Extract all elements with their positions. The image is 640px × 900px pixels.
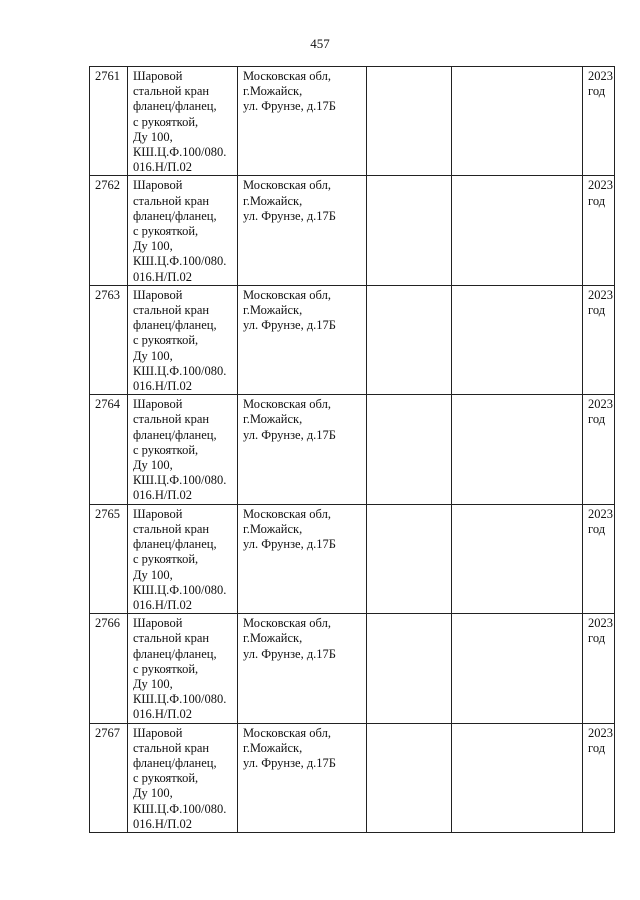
address-cell: Московская обл, г.Можайск, ул. Фрунзе, д.17Б [238, 504, 367, 613]
item-name-cell: Шаровой стальной кран фланец/фланец, с рукояткой, Ду 100, КШ.Ц.Ф.100/080. 016.Н/П.02 [128, 67, 238, 176]
item-name-cell: Шаровой стальной кран фланец/фланец, с рукояткой, Ду 100, КШ.Ц.Ф.100/080. 016.Н/П.02 [128, 614, 238, 723]
empty-cell [452, 723, 583, 832]
address-cell: Московская обл, г.Можайск, ул. Фрунзе, д.17Б [238, 395, 367, 504]
address-cell: Московская обл, г.Можайск, ул. Фрунзе, д.17Б [238, 285, 367, 394]
table-row [90, 285, 615, 394]
address-cell: Московская обл, г.Можайск, ул. Фрунзе, д.17Б [238, 176, 367, 285]
year-cell: 2023 год [583, 723, 615, 832]
table-row [90, 723, 615, 832]
empty-cell [452, 285, 583, 394]
empty-cell [452, 504, 583, 613]
table-row [90, 614, 615, 723]
year-cell: 2023 год [583, 285, 615, 394]
row-number-cell: 2767 [90, 723, 128, 832]
empty-cell [452, 176, 583, 285]
page-number: 457 [310, 36, 330, 51]
registry-table-body [90, 67, 615, 833]
empty-cell [367, 176, 452, 285]
row-number-cell: 2762 [90, 176, 128, 285]
item-name-cell: Шаровой стальной кран фланец/фланец, с рукояткой, Ду 100, КШ.Ц.Ф.100/080. 016.Н/П.02 [128, 723, 238, 832]
empty-cell [367, 395, 452, 504]
year-cell: 2023 год [583, 67, 615, 176]
address-cell: Московская обл, г.Можайск, ул. Фрунзе, д.17Б [238, 67, 367, 176]
address-cell: Московская обл, г.Можайск, ул. Фрунзе, д.17Б [238, 723, 367, 832]
empty-cell [367, 67, 452, 176]
item-name-cell: Шаровой стальной кран фланец/фланец, с рукояткой, Ду 100, КШ.Ц.Ф.100/080. 016.Н/П.02 [128, 176, 238, 285]
item-name-cell: Шаровой стальной кран фланец/фланец, с рукояткой, Ду 100, КШ.Ц.Ф.100/080. 016.Н/П.02 [128, 395, 238, 504]
table-row [90, 67, 615, 176]
row-number-cell: 2763 [90, 285, 128, 394]
empty-cell [367, 504, 452, 613]
year-cell: 2023 год [583, 614, 615, 723]
year-cell: 2023 год [583, 395, 615, 504]
table-row [90, 504, 615, 613]
year-cell: 2023 год [583, 176, 615, 285]
item-name-cell: Шаровой стальной кран фланец/фланец, с рукояткой, Ду 100, КШ.Ц.Ф.100/080. 016.Н/П.02 [128, 285, 238, 394]
table-row [90, 395, 615, 504]
empty-cell [452, 395, 583, 504]
empty-cell [367, 285, 452, 394]
row-number-cell: 2765 [90, 504, 128, 613]
year-cell: 2023 год [583, 504, 615, 613]
row-number-cell: 2761 [90, 67, 128, 176]
address-cell: Московская обл, г.Можайск, ул. Фрунзе, д.17Б [238, 614, 367, 723]
empty-cell [367, 723, 452, 832]
empty-cell [452, 67, 583, 176]
registry-table [89, 66, 615, 833]
item-name-cell: Шаровой стальной кран фланец/фланец, с рукояткой, Ду 100, КШ.Ц.Ф.100/080. 016.Н/П.02 [128, 504, 238, 613]
row-number-cell: 2766 [90, 614, 128, 723]
empty-cell [367, 614, 452, 723]
table-row [90, 176, 615, 285]
row-number-cell: 2764 [90, 395, 128, 504]
empty-cell [452, 614, 583, 723]
